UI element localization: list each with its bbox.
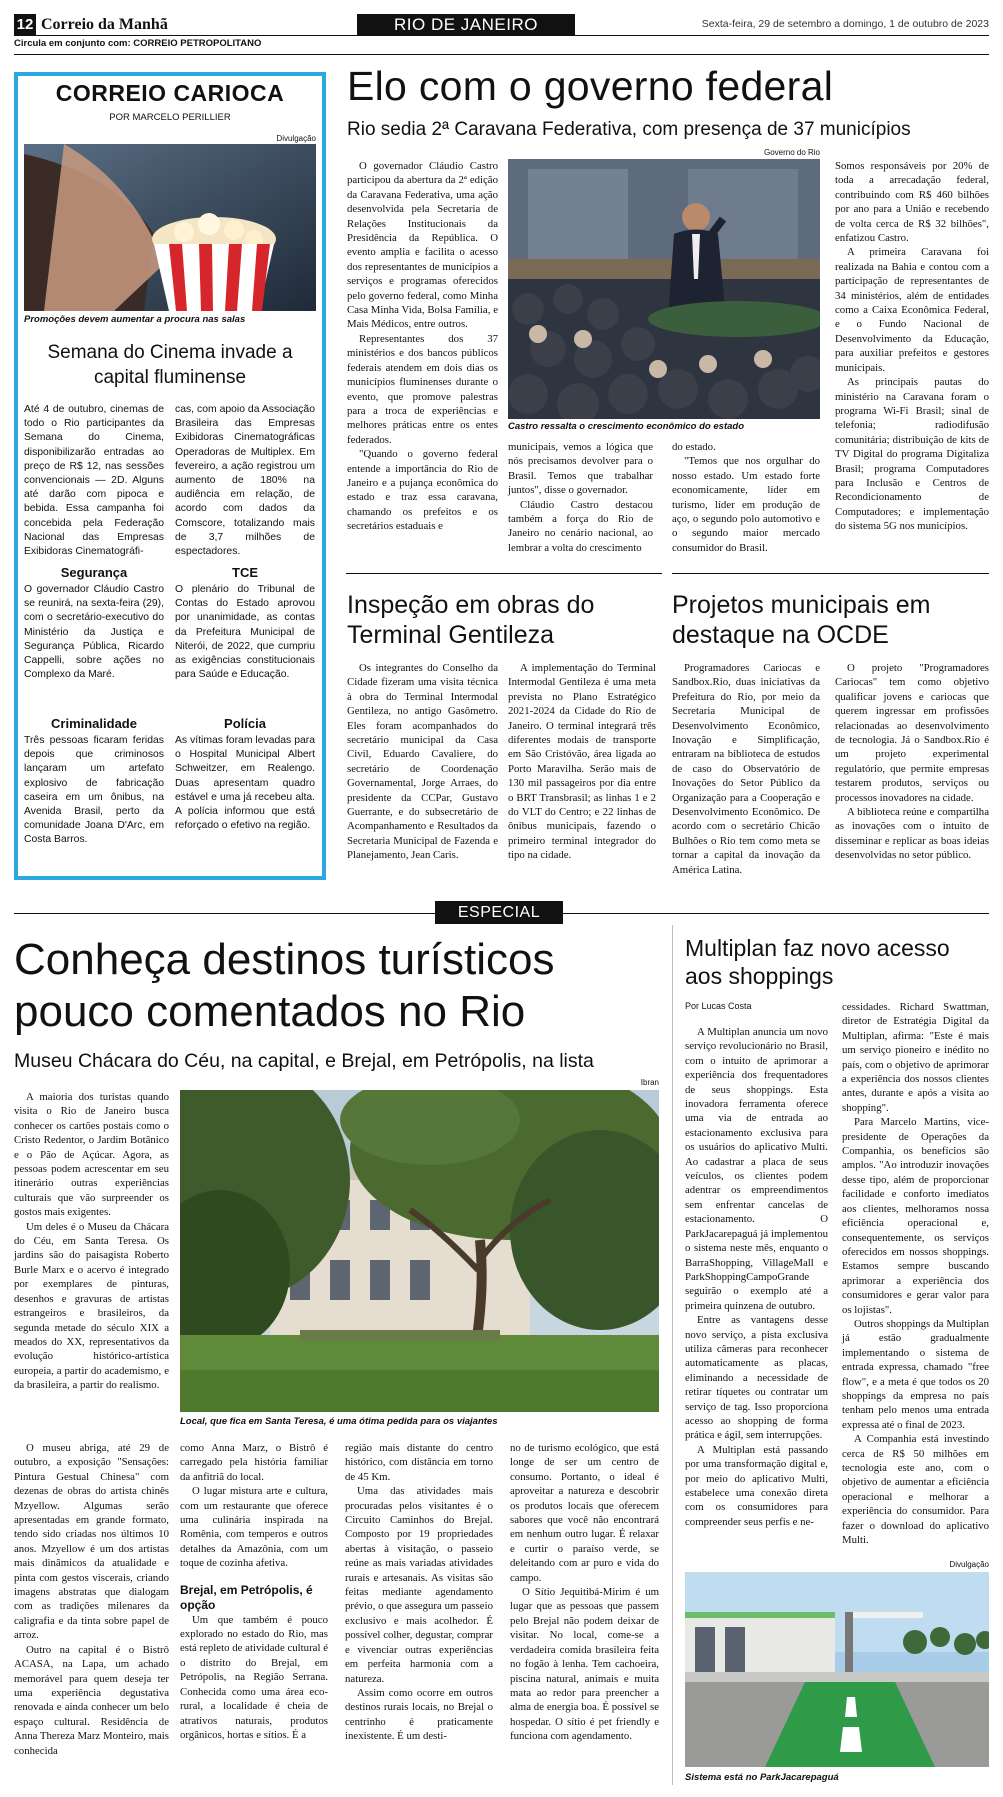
multiplan-byline: Por Lucas Costa <box>685 1001 752 1011</box>
main-col3: do estado. "Temos que nos orgulhar do nosso estado. Um estado forte economicamente, líder em turismo, líder em produção de aço, o segundo polo automotivo e o segundo maior mercado consumidor do Brasil. <box>672 441 820 554</box>
brejal-subhead: Brejal, em Petrópolis, é opção <box>180 1582 313 1612</box>
ocde-col2: O projeto "Programadores Cariocas" tem como objetivo qualificar jovens e cariocas que querem ingressar em profissões relacionadas ao desenvolvimento de tecnologia. Já o Sandbox.Rio é um projeto experimental regulatório, que permite empresas testarem produtos, serviços ou processos inovadores na cidade. A biblioteca reúne e compartilha as inovações com o intuito de disseminar e replicar as boas ideias desenvolvidas no setor público. <box>835 662 989 862</box>
main-col4: Somos responsáveis por 20% de toda a arrecadação federal, contribuindo com R$ 460 bilhões por ano para a União e recebendo de volta cerca de R$ 32 bilhões", enfatizou Castro. A primeira Caravana foi realizada na Bahia e contou com a participação de representantes de 34 ministérios, além de entidades como a Caixa Econômica Federal, e o Fundo Nacional de Desenvolvimento da Educação, para auxiliar prefeitos e gestores municipais. As principais pautas do ministério na Caravana foram o programa Wi-Fi Brasil; sinal de telefonia; radiodifusão comunitária; distribuição de kits de TV Digital do programa Digitaliza Brasil; programa Computadores para Inclusão e Centros de Recondicionamento de Computadores; e implementação do sistema 5G nos municípios. <box>835 160 989 533</box>
correio-carioca-box <box>14 72 326 880</box>
section-label: RIO DE JANEIRO <box>357 14 575 35</box>
multiplan-photo-credit: Divulgação <box>949 1560 989 1569</box>
main-col1: O governador Cláudio Castro participou da abertura da 2ª edição da Caravana Federativa, uma ação desenvolvida pela Secretaria de Relações Institucionais da Presidência da República. O evento amplia e facilita o acesso dos representantes de municípios a serviços e programas oferecidos pelo governo federal, como Minha Casa Minha Vida, Bolsa Família, e Mais Médicos, entre outros. Representantes dos 37 ministérios e dos bancos públicos federais atendem em dois dias os municípios fluminenses durante o evento, que promove palestras para a troca de experiências e melhores práticas entre os entes federados. "Quando o governo federal entende a importância do Rio de Janeiro e a pujança econômica do estado e traz essa caravana, chamando os prefeitos e os secretários estaduais e <box>347 160 498 533</box>
cinema-text-col2: cas, com apoio da Associação Brasileira das Empresas Exibidoras Cinematográficas Operadoras de Multiplex. Em fevereiro, a ação registrou um aumento de 180% na audiência em relação, de acordo com dados da Comscore, totalizando mais de 3,7 milhões de espectadores. <box>175 404 315 558</box>
multiplan-col1: A Multiplan anuncia um novo serviço revolucionário no Brasil, com o intuito de aprimorar a experiência dos frequentadores de seus shoppings. Esta inovadora ferramenta oferece uma via de entrada ao estacionamento exclusiva para os usuários do aplicativo Multi. Ao cadastrar a placa de seus veículos, os clientes podem adentrar os empreendimentos sem enfrentar cancelas de estacionamento. O ParkJacarepaguá já implementou o sistema neste mês, enquanto o BarraShopping, VillageMall e ParkShoppingCampoGrande seguirão o exemplo até a primeira quinzena de outubro. Entre as vantagens desse novo serviço, a pista exclusiva utiliza câmeras para reconhecer automaticamente as placas, eliminando a necessidade de retirar tíquetes ou contratar um serviço de tag. Isso proporciona acesso ao shopping de forma prática e ágil, sem interrupções. A Multiplan está passando por uma transformação digital e, por meio do aplicativo Multi, estabelece uma conexão direta com os consumidores para compreender seus perfis e ne- <box>685 1026 828 1528</box>
note-text-seguranca: O governador Cláudio Castro se reunirá, na sexta-feira (29), com o secretário-executivo do Ministério da Justiça e Segurança Pública, Ricardo Cappelli, sobre ações no Complexo da Maré. <box>24 584 164 681</box>
masthead: Correio da Manhã <box>41 16 168 33</box>
issue-date: Sexta-feira, 29 de setembro a domingo, 1 de outubro de 2023 <box>701 18 989 30</box>
column-byline: POR MARCELO PERILLIER <box>109 112 231 123</box>
especial-col4: no de turismo ecológico, que está longe de ser um centro de consumo. Portanto, o ideal é aproveitar a natureza e descobrir os produtos locais que oferecem sabores que você não encontrará em nenhum outro lugar. É relaxar e curtir o paraíso verde, se deleitando com ar puro e vida do campo. O Sítio Jequitibá-Mirim é um lugar que as pessoas que passem pelo Brejal não podem deixar de visitar. No local, come-se a verdadeira comida brasileira feita no fogão à lenha. Tem cachoeira, piscina natural, animais e muita mata ao redor para preencher a alma de energia boa. É possível se hospedar. O sítio é pet friendly e funciona com agendamento. <box>510 1442 659 1743</box>
main-subhead: Rio sedia 2ª Caravana Federativa, com presença de 37 municípios <box>347 119 911 140</box>
especial-subhead: Museu Chácara do Céu, na capital, e Brejal, em Petrópolis, na lista <box>14 1050 594 1072</box>
note-title-seguranca: Segurança <box>60 565 128 580</box>
ocde-col1: Programadores Cariocas e Sandbox.Rio, duas iniciativas da Prefeitura do Rio, por meio da Secretaria Municipal de Desenvolvimento Econômico, Inovação e Simplificação, entraram na biblioteca de estudos de caso do Observatório de Inovações do Setor Público da Organização para a Cooperação e Desenvolvimento Econômico. De acordo com o secretário Chicão Bulhões o Rio tem como meta se tornar a capital da inovação da América Latina. <box>672 662 820 876</box>
main-photo-caption: Castro ressalta o crescimento econômico do estado <box>508 421 744 432</box>
parking-photo-caption: Sistema está no ParkJacarepaguá <box>685 1772 839 1783</box>
page-number: 12 <box>14 14 36 35</box>
gentileza-col1: Os integrantes do Conselho da Cidade fizeram uma visita técnica à obra do Terminal Intermodal Gentileza, no antigo Gasômetro. Eles foram acompanhados do secretário municipal da Casa Civil, Eduardo Cavaliere, do secretário de Coordenação Governamental, Jorge Arraes, do presidente da CCPar, Gustavo Guerrante, e do subsecretário de Acompanhamento e Resultados da Secretaria Municipal de Fazenda e Planejamento, Jean Caris. <box>347 662 498 862</box>
main-photo-credit: Governo do Rio <box>763 148 820 157</box>
gentileza-col2: A implementação do Terminal Intermodal Gentileza é uma meta prevista no Plano Estratégico 2021-2024 da Cidade do Rio de Janeiro. O terminal integrará três diferentes modais de transporte em São Cristóvão, área ligada ao Porto Maravilha. Serão mais de 130 mil passageiros por dia entre o BRT Transbrasil; as linhas 1 e 2 do VLT do Centro; e 22 linhas de ônibus municipais, fazendo o primeiro terminal integrador do tipo na cidade. <box>508 662 656 862</box>
photo-credit: Divulgação <box>276 134 316 143</box>
main-headline: Elo com o governo federal <box>347 63 834 109</box>
note-text-tce: O plenário do Tribunal de Contas do Estado aprovou por unanimidade, as contas da Prefeitura Municipal de Niterói, de 2022, que cumpriu as exigências constitucionais para Saúde e Educação. <box>175 584 315 681</box>
column-title: CORREIO CARIOCA <box>55 80 285 106</box>
especial-col3: região mais distante do centro histórico, com distância em torno de 45 Km. Uma das atividades mais procuradas pelos visitantes é o Circuito Caminhos do Brejal. Composto por 19 propriedades abertas à visitação, o passeio reúne as mais variadas atividades rurais e artesanais. As visitas são feitas mediante agendamento prévio, o que assegura um passeio exclusivo e mais acolhedor. É possível colher, degustar, comprar e vivenciar outras experiências em perfeita harmonia com a natureza. Assim como ocorre em outros destinos rurais locais, no Brejal o centrinho é praticamente inexistente. É um desti- <box>345 1442 493 1743</box>
especial-photo-credit: Ibran <box>640 1078 659 1087</box>
note-text-criminalidade: Três pessoas ficaram feridas depois que criminosos lançaram um artefato explosivo de fabricação caseira em um ônibus, na Avenida Brasil, perto da comunidade Joana D'Arc, em Costa Barros. <box>24 735 164 846</box>
multiplan-divider <box>672 925 673 1785</box>
especial-col2: como Anna Marz, o Bistrô é carregado pela história familiar da anfitriã do local. O lugar mistura arte e cultura, com um restaurante que oferece uma culinária inspirada na Romênia, com temperos e outros detalhes da Amazônia, com um toque de cozinha afetiva. Brejal, em Petrópolis, é opção Um que também é pouco explorado no estado do Rio, mas está repleto de atividade cultural é o distrito do Brejal, em Petrópolis, na Região Serrana. Conhecida como uma área eco-rural, a localidade é cheia de atrativos naturais, produtos orgânicos, hortas e sítios. É a <box>180 1442 328 1741</box>
especial-label: ESPECIAL <box>435 901 563 924</box>
especial-headline: Conheça destinos turísticos pouco comentados no Rio <box>14 935 555 1036</box>
especial-col1-bottom: O museu abriga, até 29 de outubro, a exposição "Sensações: Pintura Gestual Chinesa" com dezenas de obras do artista chinês Mzyellow. Algumas serão apresentadas em grande formato, tendo sido criadas nos últimos 10 anos. Mzyellow é um dos artistas mais dinâmicos da atualidade e pinta com gestos viscerais, criando imagens abstratas que dialogam com as tradições milenares da caligrafia e da tinta sobre papel de arroz. Outro na capital é o Bistrô ACASA, na Lapa, um achado memorável para quem deseja ter uma experiência degustativa renovada e ainda conhecer um belo espaço cultural. Residência de Anna Thereza Marz Monteiro, mais conhecida <box>14 1442 169 1757</box>
museum-photo <box>180 1090 659 1412</box>
header-rule <box>14 54 989 55</box>
gentileza-rule <box>346 573 662 574</box>
cinema-text-col1: Até 4 de outubro, cinemas de todo o Rio participantes da Semana do Cinema, disponibilizarão entradas ao preço de R$ 12, nas sessões convencionais — 2D. Alguns até darão com pipoca e bebida. Essa campanha foi concebida pela Federação Nacional das Empresas Exibidoras Cinematográfi- <box>24 404 164 558</box>
parking-photo <box>685 1572 989 1767</box>
multiplan-headline: Multiplan faz novo acesso aos shoppings <box>685 935 950 989</box>
photo-caption: Promoções devem aumentar a procura nas salas <box>24 314 246 325</box>
sidebar-headline: Semana do Cinema invade a capital fluminense <box>47 342 293 388</box>
main-col2: municipais, vemos a lógica que nós precisamos devolver para o Brasil. Temos que trabalhar juntos", disse o governador. Cláudio Castro destacou também a força do Rio de Janeiro no cenário nacional, ao lembrar a volta do crescimento <box>508 441 653 554</box>
circulation-note: Circula em conjunto com: CORREIO PETROPOLITANO <box>14 38 262 49</box>
note-title-policia: Polícia <box>224 716 266 731</box>
ocde-headline: Projetos municipais em destaque na OCDE <box>672 591 931 649</box>
note-text-policia: As vítimas foram levadas para o Hospital Municipal Albert Schweitzer, em Realengo. Duas apresentam quadro estável e uma já recebeu alta. A polícia informou que está reforçado o efetivo na região. <box>175 735 315 832</box>
museum-photo-caption: Local, que fica em Santa Teresa, é uma ótima pedida para os viajantes <box>180 1416 498 1427</box>
note-title-criminalidade: Criminalidade <box>51 716 137 731</box>
multiplan-col2: cessidades. Richard Swattman, diretor de Estratégia Digital da Multiplan, afirma: "Este é mais um serviço pioneiro e inédito no país, com o objetivo de aprimorar a experiência dos nossos clientes antes, durante e após a visita ao shopping". Para Marcelo Martins, vice-presidente de Operações da Companhia, os benefícios são amplos. "Ao introduzir inovações desse tipo, além de proporcionar facilidade e conforto imediatos aos clientes, melhoramos nossa eficiência operacional e, consequentemente, os serviços oferecidos em nossos shoppings. Estamos sempre buscando aprimorar a experiência dos consumidores e gerar valor para os lojistas". Outros shoppings da Multiplan já estão gradualmente implementando o sistema de entrada expressa, chamado "free flow", e a meta é que todos os 20 shoppings da empresa no país tenham pelo menos uma entrada expressa até o final de 2023. A Companhia está investindo cerca de R$ 50 milhões em tecnologia este ano, com o objetivo de aumentar a eficiência operacional e melhorar a experiência do consumidor. Para fazer o download do aplicativo Multi. <box>842 1001 989 1547</box>
note-title-tce: TCE <box>232 565 258 580</box>
cinema-photo <box>24 144 316 311</box>
governor-photo <box>508 159 820 419</box>
ocde-rule <box>672 573 989 574</box>
gentileza-headline: Inspeção em obras do Terminal Gentileza <box>347 591 595 649</box>
page-header <box>14 14 989 36</box>
especial-col1-top: A maioria dos turistas quando visita o Rio de Janeiro busca conhecer os cartões postais como o Cristo Redentor, o Jardim Botânico e o Pão de Açúcar. Agora, as pessoas podem acrescentar em seu itinerário outras experiências culturais que vão surpreender os gostos mais exigentes. Um deles é o Museu da Chácara do Céu, em Santa Teresa. Os jardins são do paisagista Roberto Burle Marx e o acervo é integrado por exemplares de pinturas, desenhos e gravuras de artistas estrangeiros e brasileiros, da segunda metade do século XIX a meados do XX, representativos da evolução histórico-artística europeia, a partir do academismo, e da brasileira, a partir do realismo. <box>14 1091 169 1392</box>
